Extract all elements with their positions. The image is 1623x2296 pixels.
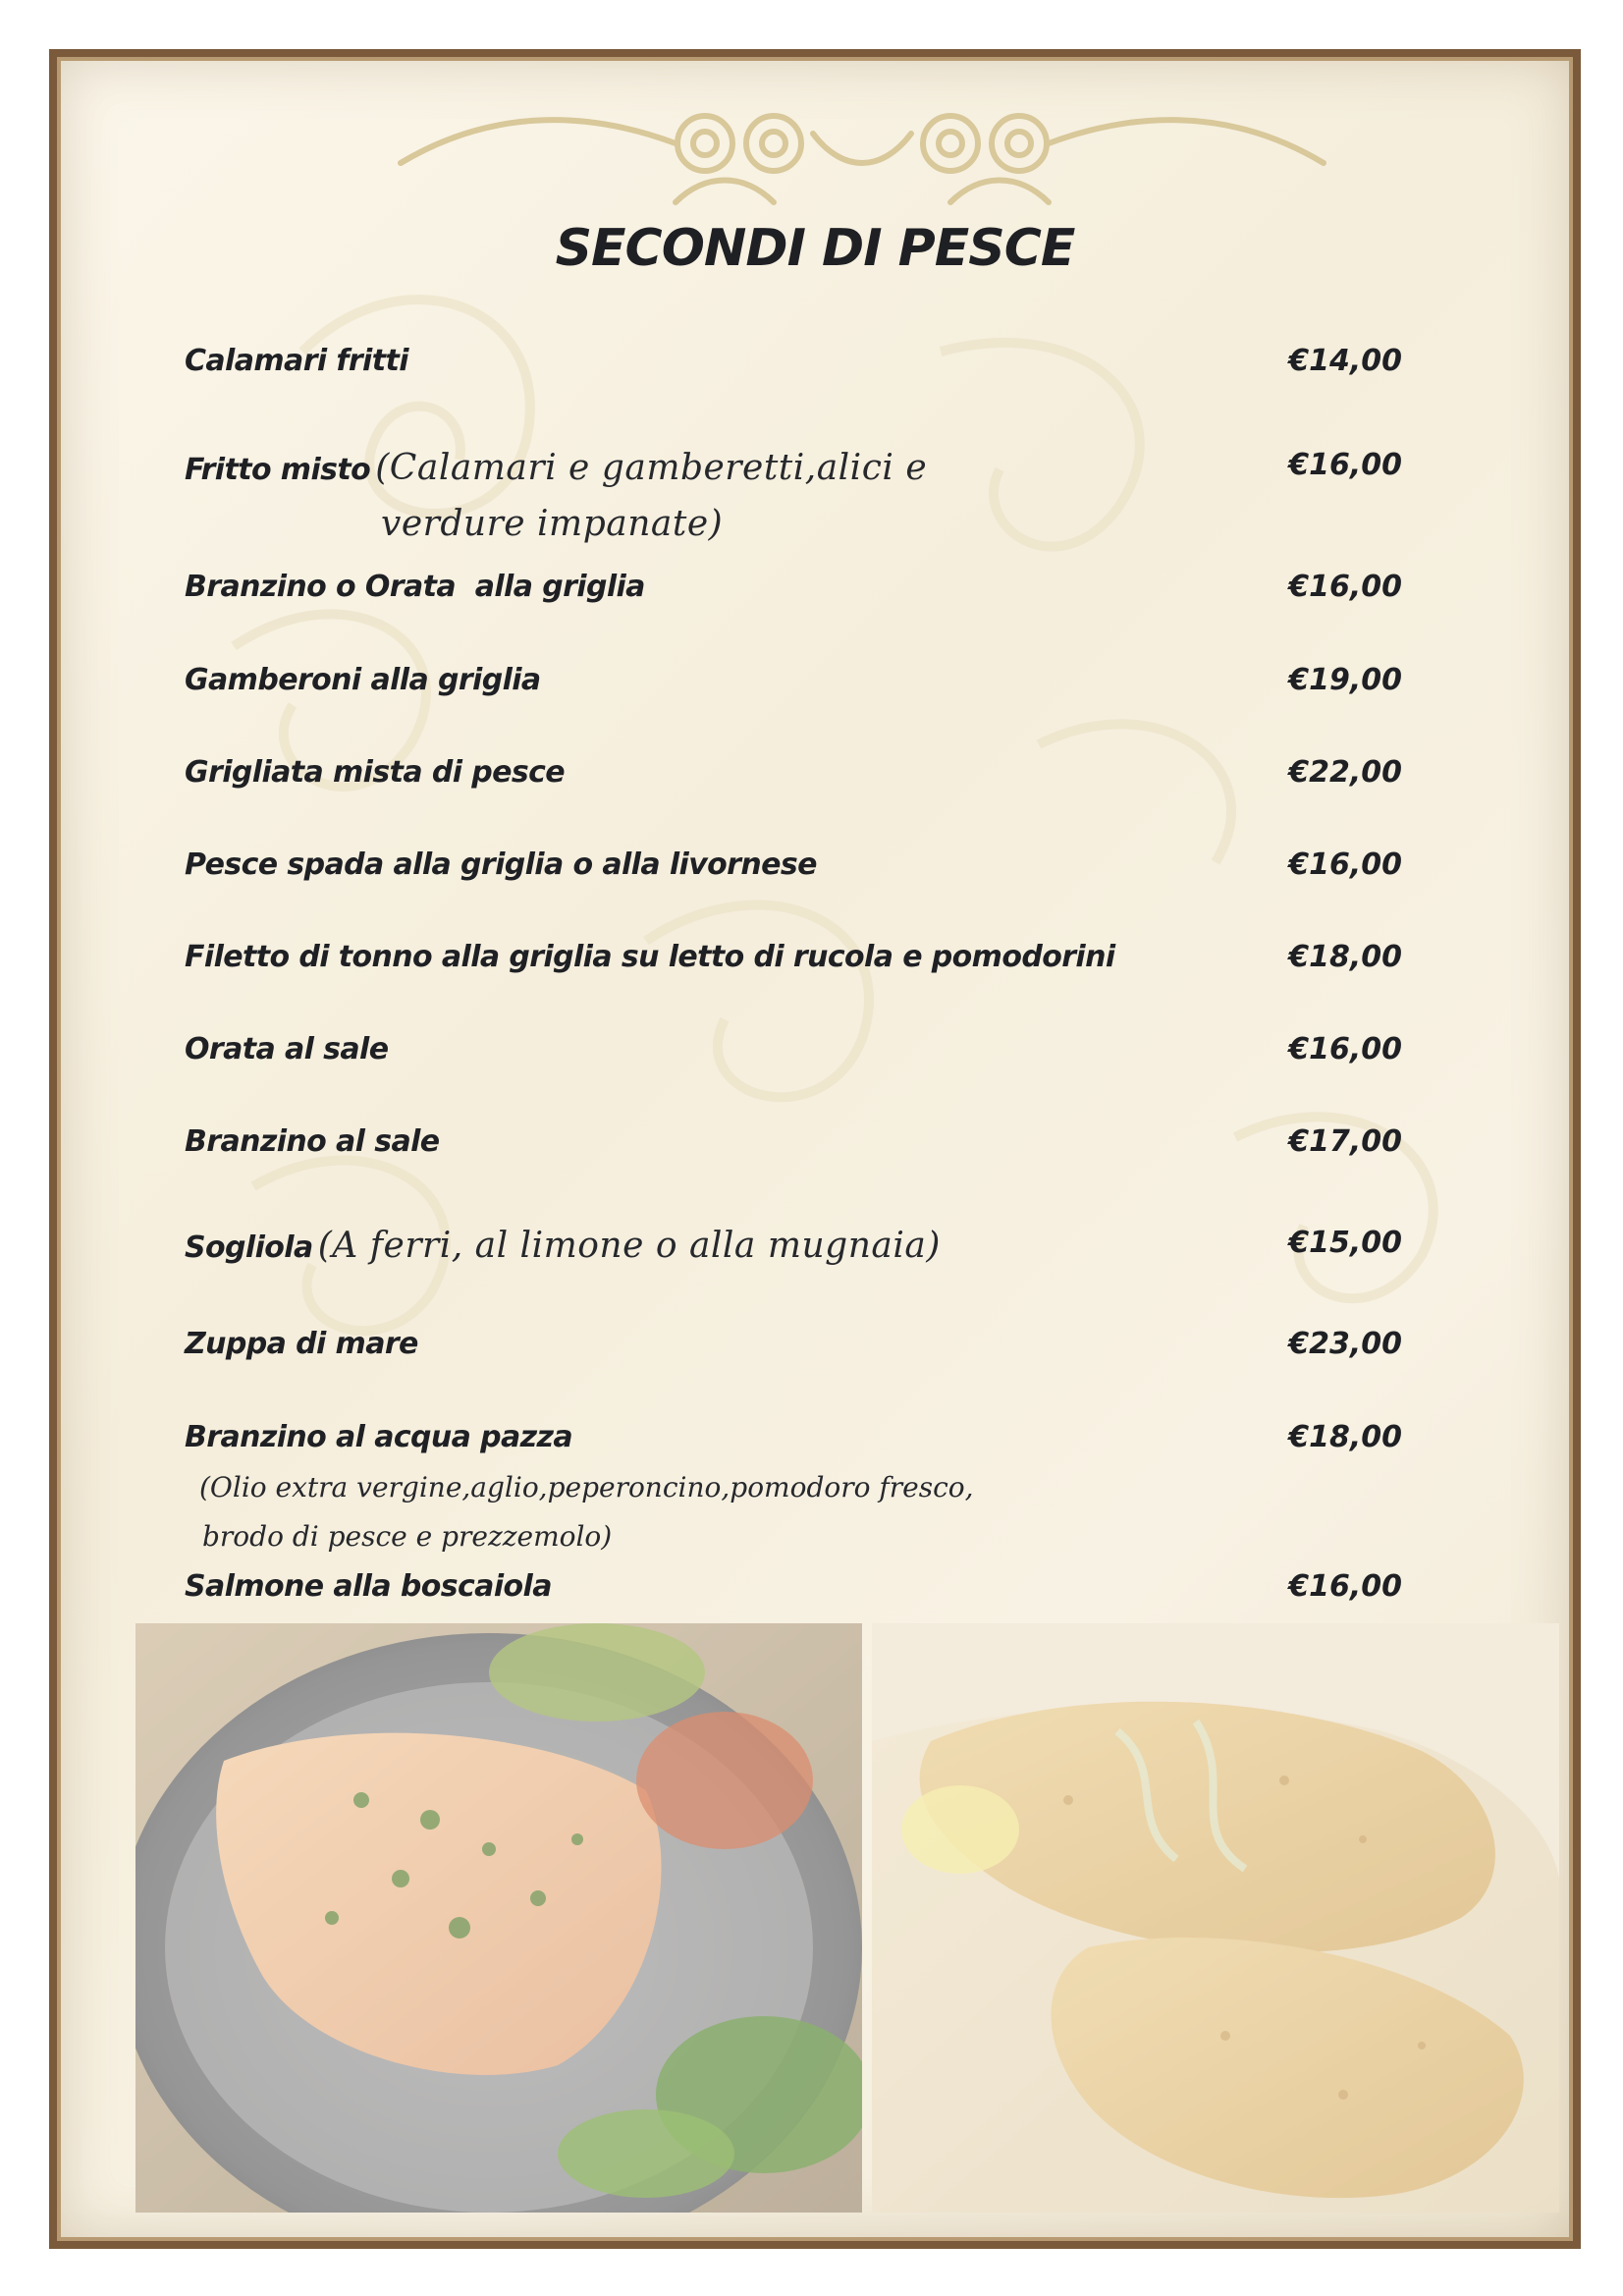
menu-item — [185, 570, 1402, 604]
dish-name: Grigliata mista di pesce — [185, 755, 566, 790]
dish-description: (A ferri, al limone o alla mugnaia) — [317, 1226, 941, 1266]
dish-description: (Olio extra vergine,aglio,peperoncino,pomodoro fresco, — [199, 1471, 974, 1503]
dish-name: Fritto misto — [185, 453, 371, 487]
menu-item — [185, 1420, 1402, 1454]
dish-name: Branzino o Orata alla griglia — [185, 570, 645, 604]
dish-description-continued: verdure impanate) — [381, 504, 724, 544]
dish-price: €16,00 — [1288, 847, 1402, 882]
dish-price: €16,00 — [1288, 448, 1402, 482]
dish-name: Branzino al sale — [185, 1124, 440, 1159]
dish-name: Zuppa di mare — [185, 1327, 418, 1361]
dish-price: €22,00 — [1288, 755, 1402, 790]
dish-name: Filetto di tonno alla griglia su letto di rucola e pomodorini — [185, 940, 1115, 974]
dish-price: €23,00 — [1288, 1327, 1402, 1361]
dish-description-continued: brodo di pesce e prezzemolo) — [202, 1520, 613, 1553]
dish-price: €17,00 — [1288, 1124, 1402, 1159]
menu-item — [185, 847, 1402, 882]
dish-name: Sogliola — [185, 1230, 313, 1265]
dish-name: Pesce spada alla griglia o alla livornese — [185, 847, 817, 882]
menu-item — [185, 1032, 1402, 1066]
page-title: SECONDI DI PESCE — [555, 219, 1075, 278]
dish-name: Calamari fritti — [185, 344, 408, 378]
menu-item — [185, 1124, 1402, 1159]
menu-item — [185, 448, 1402, 488]
header-ornament — [381, 75, 1343, 222]
menu-item — [185, 1327, 1402, 1361]
menu-item-description — [381, 504, 1581, 544]
dish-price: €18,00 — [1288, 1420, 1402, 1454]
menu-item — [185, 344, 1402, 378]
dish-description: (Calamari e gamberetti,alici e — [375, 448, 928, 488]
dish-price: €16,00 — [1288, 1032, 1402, 1066]
dish-price: €18,00 — [1288, 940, 1402, 974]
dish-name: Branzino al acqua pazza — [185, 1420, 573, 1454]
menu-item-description — [199, 1471, 1417, 1503]
breaded-fish-fillet-photo — [872, 1623, 1559, 2213]
menu-page — [49, 49, 1581, 2249]
dish-price: €16,00 — [1288, 570, 1402, 604]
menu-item — [185, 940, 1402, 974]
dish-price: €14,00 — [1288, 344, 1402, 378]
background-swirl-pattern — [57, 57, 1581, 1628]
menu-item — [185, 663, 1402, 697]
menu-item-description — [202, 1520, 1420, 1553]
menu-item — [185, 1226, 1402, 1266]
menu-item — [185, 755, 1402, 790]
salmon-fillet-plate-photo — [135, 1623, 862, 2213]
menu-item — [185, 1569, 1402, 1604]
dish-name: Orata al sale — [185, 1032, 389, 1066]
dish-name: Salmone alla boscaiola — [185, 1569, 552, 1604]
dish-name: Gamberoni alla griglia — [185, 663, 541, 697]
dish-price: €15,00 — [1288, 1226, 1402, 1260]
dish-price: €16,00 — [1288, 1569, 1402, 1604]
dish-price: €19,00 — [1288, 663, 1402, 697]
